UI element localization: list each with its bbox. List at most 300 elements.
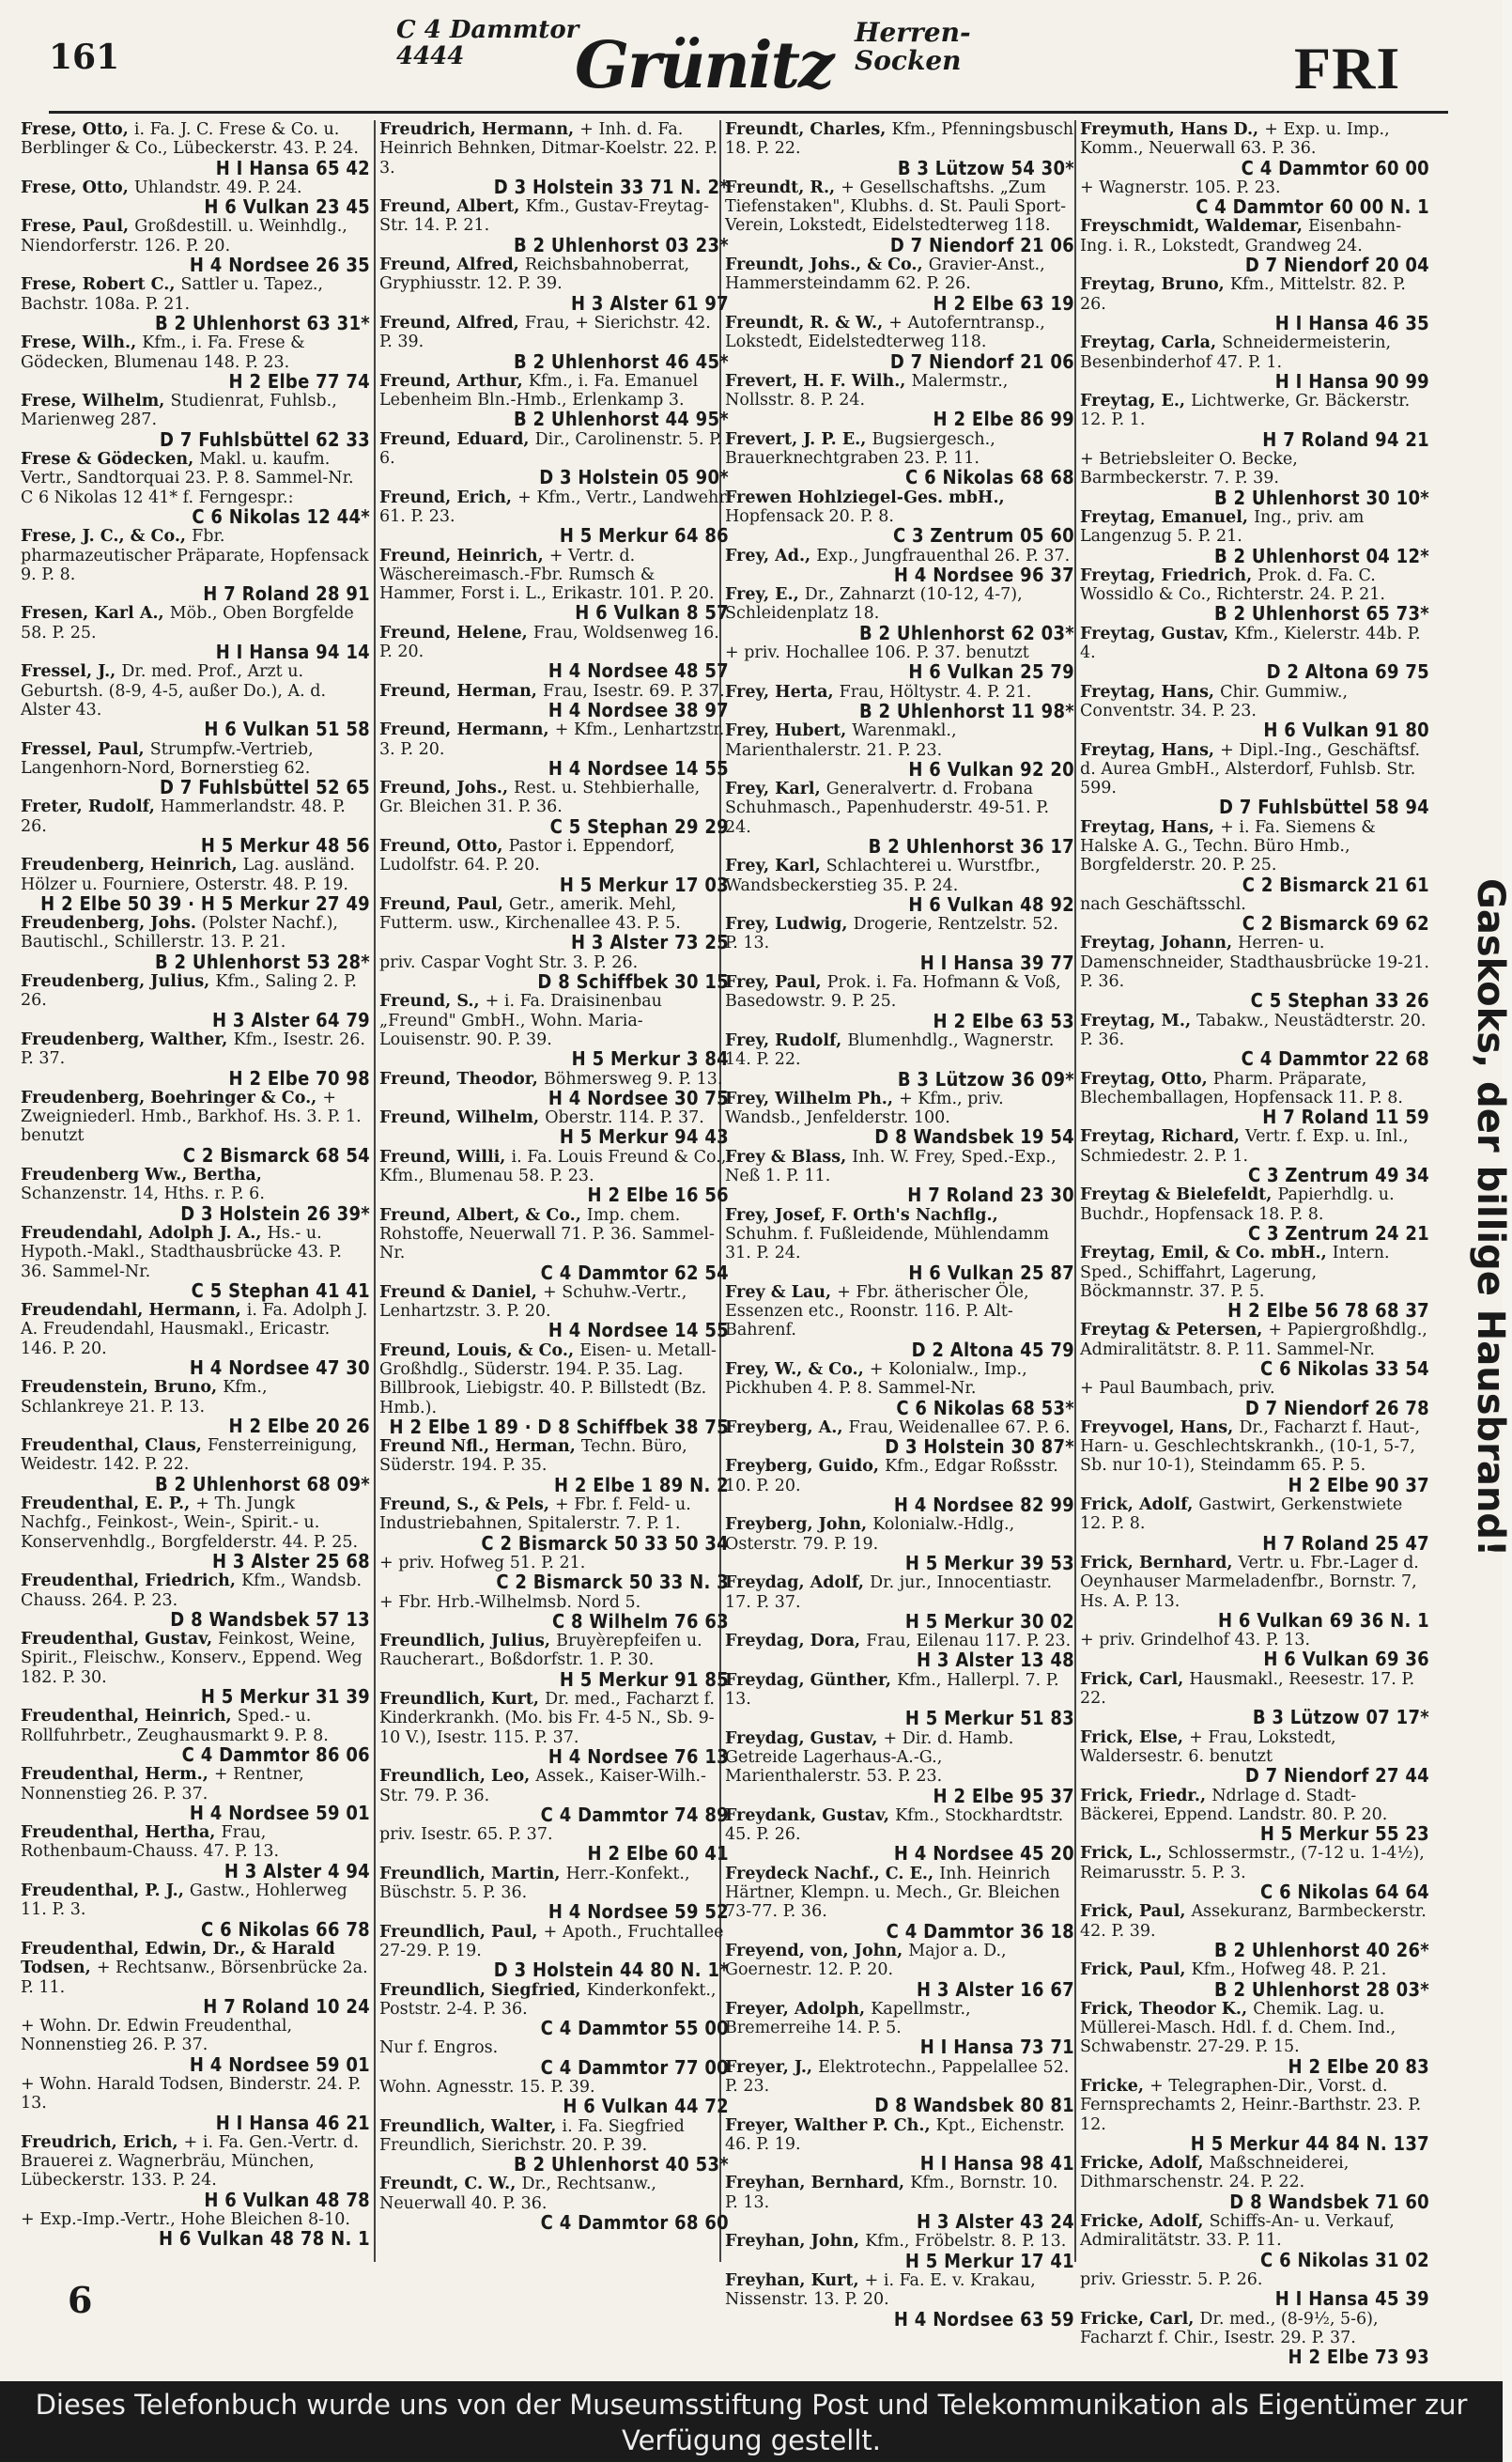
directory-entry xyxy=(21,1707,370,1764)
entry-details: Warenmakl., Marienthalerstr. 21. P. 23. xyxy=(725,721,957,760)
directory-entry xyxy=(21,275,370,333)
entry-phone: C 2 Bismarck 21 61 xyxy=(1242,873,1429,896)
directory-entry xyxy=(379,1341,729,1436)
entry-name: Freundlich, Walter, xyxy=(379,2116,563,2136)
entry-details: + Fbr. f. Feld- u. Industriebahnen, Spitalerstr. 7. P. 1. xyxy=(379,1495,691,1534)
directory-entry xyxy=(21,1881,370,1939)
directory-entry xyxy=(725,1632,1074,1670)
listing-column-1 xyxy=(21,120,370,2262)
entry-name: Freundlich, Siegfried, xyxy=(379,1980,587,2000)
header-ad-socks: Herren- Socken xyxy=(855,17,971,76)
directory-entry xyxy=(725,2000,1074,2057)
entry-phone: H 7 Roland 23 30 xyxy=(907,1184,1074,1207)
directory-entry xyxy=(725,488,1074,546)
entry-name: Frey, Karl, xyxy=(725,780,826,799)
entry-phone: B 2 Uhlenhorst 46 45* xyxy=(513,349,729,373)
entry-phone: D 3 Holstein 05 90* xyxy=(539,466,729,489)
entry-details: + Inh. d. Fa. Heinrich Behnken, Ditmar-Koelstr. 22. P. 3. xyxy=(379,120,718,178)
entry-details: Ing., priv. am Langenzug 5. P. 21. xyxy=(1080,507,1365,547)
entry-phone: H 4 Nordsee 38 97 xyxy=(548,698,729,721)
entry-name: Freytag, Richard, xyxy=(1080,1127,1246,1147)
entry-name: Frese, Paul, xyxy=(21,217,135,237)
entry-phone: H 4 Nordsee 26 35 xyxy=(189,254,370,277)
entry-phone: H 7 Roland 28 91 xyxy=(203,582,370,606)
entry-name: Freytag, Otto, xyxy=(1080,1069,1213,1089)
entry-phone: H 2 Elbe 60 41 xyxy=(587,1842,729,1866)
entry-details: Kfm., Pfenningsbusch 18. P. 22. xyxy=(725,120,1074,159)
directory-entry xyxy=(21,392,370,449)
entry-name: Freytag, Johann, xyxy=(1080,934,1239,953)
entry-name: Freudenthal, E. P., xyxy=(21,1494,196,1514)
directory-entry xyxy=(1080,2270,1429,2309)
listing-column-4 xyxy=(1080,120,1429,2369)
directory-entry xyxy=(1080,2310,1429,2367)
entry-name: Freydag, Dora, xyxy=(725,1632,867,1651)
entry-phone: C 2 Bismarck 50 33 50 34 xyxy=(481,1531,729,1555)
entry-name: Frewen Hohlziegel-Ges. mbH., xyxy=(725,488,1005,507)
entry-phone: H 6 Vulkan 48 78 N. 1 xyxy=(158,2227,370,2251)
entry-name: Freund, Heinrich, xyxy=(379,546,549,565)
entry-phone: H 4 Nordsee 59 01 xyxy=(189,2052,370,2076)
directory-entry xyxy=(379,1206,729,1282)
directory-entry xyxy=(1080,275,1429,333)
entry-details: Herren- u. Damenschneider, Stadthausbrücke 19-21. P. 36. xyxy=(1080,934,1429,992)
directory-entry xyxy=(1080,217,1429,277)
directory-entry xyxy=(379,120,729,196)
directory-entry xyxy=(1080,625,1429,682)
entry-details: Schanzenstr. 14, Hths. r. P. 6. xyxy=(21,1185,265,1204)
entry-name: Freudenthal, Herm., xyxy=(21,1765,214,1785)
entry-phone: H 2 Elbe 56 78 68 37 xyxy=(1227,1299,1429,1323)
entry-details: Papierhdlg. u. Buchdr., Hopfensack 18. P. 8. xyxy=(1080,1185,1395,1224)
directory-entry xyxy=(1080,1185,1429,1243)
entry-details: Schlachterei u. Wurstfbr., Wandsbeckerstieg 35. P. 24. xyxy=(725,857,1041,895)
directory-entry xyxy=(21,1630,370,1709)
entry-phone: D 8 Schiffbek 30 15 xyxy=(537,970,729,994)
directory-entry xyxy=(725,857,1074,914)
entry-details: Hammerlandstr. 48. P. 26. xyxy=(21,797,346,836)
entry-name: Freytag, E., xyxy=(1080,392,1192,411)
entry-name: Freund, S., & Pels, xyxy=(379,1495,556,1515)
entry-name: Freudenthal, P. J., xyxy=(21,1881,190,1901)
entry-phone: C 4 Dammtor 68 60 xyxy=(540,2211,729,2235)
directory-entry xyxy=(1080,1012,1429,1069)
entry-phone: H 6 Vulkan 51 58 xyxy=(204,718,370,741)
entry-details: Drogerie, Rentzelstr. 52. P. 13. xyxy=(725,915,1058,953)
entry-name: Frey, W., & Co., xyxy=(725,1360,870,1379)
entry-name: Frey, Rudolf, xyxy=(725,1030,848,1050)
directory-entry xyxy=(379,1767,729,1824)
entry-details: Techn. Büro, Süderstr. 194. P. 35. xyxy=(379,1437,687,1476)
entry-phone: H 5 Merkur 64 86 xyxy=(559,524,729,548)
entry-details: Schiffs-An- u. Verkauf, Admiralitätstr. 33. P. 11. xyxy=(1080,2212,1395,2251)
entry-name: Freund, Albert, & Co., xyxy=(379,1205,587,1225)
entry-details: + priv. Hofweg 51. P. 21. xyxy=(379,1553,586,1572)
entry-name: Freundlich, Martin, xyxy=(379,1864,566,1883)
entry-details: Frau, Höltystr. 4. P. 21. xyxy=(839,682,1032,702)
entry-details: Dir., Carolinenstr. 5. P. 6. xyxy=(379,429,722,469)
entry-details: Inh. W. Frey, Sped.-Exp., Neß 1. P. 11. xyxy=(725,1147,1057,1186)
directory-entry xyxy=(21,1765,370,1822)
entry-name: Freudenthal, Friedrich, xyxy=(21,1572,242,1591)
directory-entry xyxy=(379,1593,729,1632)
entry-phone: D 7 Niendorf 21 06 xyxy=(889,349,1074,373)
directory-entry xyxy=(725,915,1074,972)
entry-details: Kfm., Saling 2. P. 26. xyxy=(21,972,357,1011)
entry-phone: H 2 Elbe 20 26 xyxy=(228,1414,370,1437)
entry-name: Freydank, Gustav, xyxy=(725,1805,896,1825)
directory-entry xyxy=(21,604,370,664)
entry-phone: H I Hansa 65 42 xyxy=(215,156,370,179)
entry-details: Böhmersweg 9. P. 13. xyxy=(543,1069,723,1089)
entry-name: Freudrich, Hermann, xyxy=(379,120,580,139)
entry-name: Freundlich, Paul, xyxy=(379,1922,544,1942)
entry-name: Freundlich, Kurt, xyxy=(379,1690,546,1710)
entry-details: Gravier-Anst., Hammersteindamm 62. P. 26. xyxy=(725,255,1045,294)
entry-phone: C 4 Dammtor 22 68 xyxy=(1241,1047,1429,1071)
entry-details: Assekuranz, Barmbeckerstr. 42. P. 39. xyxy=(1080,1902,1427,1941)
entry-phone: H 4 Nordsee 82 99 xyxy=(893,1494,1074,1517)
directory-entry xyxy=(725,2174,1074,2234)
directory-entry xyxy=(379,624,729,681)
entry-details: Dr. med., (8-9½, 5-6), Facharzt f. Chir., Isestr. 29. P. 37. xyxy=(1080,2309,1379,2347)
entry-details: Kfm., Schlankreye 21. P. 13. xyxy=(21,1378,268,1417)
directory-entry xyxy=(725,372,1074,429)
entry-phone: B 2 Uhlenhorst 53 28* xyxy=(154,950,370,973)
directory-entry xyxy=(379,1690,729,1766)
entry-details: i. Fa. Siegfried Freundlich, Sierichstr. 20. P. 39. xyxy=(379,2116,685,2155)
directory-entry xyxy=(379,1148,729,1205)
directory-entry xyxy=(725,1457,1074,1517)
entry-name: Freund, Erich, xyxy=(379,488,518,507)
entry-name: Freudrich, Erich, xyxy=(21,2132,184,2152)
entry-phone: H I Hansa 98 41 xyxy=(919,2152,1074,2176)
directory-entry xyxy=(725,120,1074,178)
directory-entry xyxy=(725,1573,1074,1631)
entry-phone: C 4 Dammtor 60 00 N. 1 xyxy=(1196,195,1429,219)
entry-name: Freyhan, Kurt, xyxy=(725,2270,865,2290)
entry-name: Freyberg, Guido, xyxy=(725,1457,886,1477)
entry-details: + Vertr. d. Wäschereimasch.-Fbr. Rumsch & Hammer, Forst i. L., Erikastr. 101. P. 20. xyxy=(379,546,715,604)
directory-entry xyxy=(379,2117,729,2175)
directory-entry xyxy=(725,1148,1074,1205)
entry-name: Frey, Ad., xyxy=(725,546,817,565)
directory-entry xyxy=(21,333,370,391)
directory-entry xyxy=(21,2017,370,2074)
entry-phone: C 4 Dammtor 74 89 xyxy=(540,1803,729,1826)
entry-details: + Paul Baumbach, priv. xyxy=(1080,1379,1275,1399)
directory-entry xyxy=(725,1418,1074,1457)
entry-name: Freter, Rudolf, xyxy=(21,797,161,817)
directory-entry xyxy=(1080,566,1429,624)
entry-name: Frey, Herta, xyxy=(725,682,840,702)
entry-details: Sped.- u. Rollfuhrbetr., Zeughausmarkt 9. P. 8. xyxy=(21,1707,329,1745)
entry-name: Freudenthal, Heinrich, xyxy=(21,1707,238,1726)
entry-name: Freudenberg, Walther, xyxy=(21,1030,234,1049)
entry-phone: H 4 Nordsee 59 52 xyxy=(548,1900,729,1924)
entry-details: Gastw., Hohlerweg 11. P. 3. xyxy=(21,1881,347,1920)
entry-phone: C 4 Dammtor 62 54 xyxy=(540,1261,729,1284)
entry-phone: H 7 Roland 94 21 xyxy=(1262,427,1429,451)
entry-phone: C 3 Zentrum 05 60 xyxy=(892,524,1074,548)
entry-phone: C 3 Zentrum 24 21 xyxy=(1247,1221,1429,1245)
directory-entry xyxy=(379,2038,729,2077)
entry-details: Schneidermeisterin, Besenbinderhof 47. P. 1. xyxy=(1080,333,1392,372)
entry-name: Freund, Albert, xyxy=(379,197,526,217)
directory-entry xyxy=(1080,392,1429,449)
directory-entry xyxy=(379,547,729,623)
entry-details: Pharm. Präparate, Blechemballagen, Hopfensack 11. P. 8. xyxy=(1080,1069,1403,1107)
directory-entry xyxy=(725,1283,1074,1359)
entry-name: Fressel, Paul, xyxy=(21,739,150,759)
entry-name: Freytag, Carla, xyxy=(1080,333,1223,353)
entry-name: Freytag, Gustav, xyxy=(1080,624,1235,643)
directory-entry xyxy=(1080,2154,1429,2211)
entry-details: Lag. ausländ. Hölzer u. Fourniere, Osterstr. 48. P. 19. xyxy=(21,856,355,894)
entry-details: priv. Isestr. 65. P. 37. xyxy=(379,1825,553,1845)
entry-phone: H 2 Elbe 63 19 xyxy=(933,291,1074,315)
entry-name: Freudendahl, Hermann, xyxy=(21,1301,247,1321)
directory-entry xyxy=(379,1923,729,1980)
entry-phone: C 6 Nikolas 33 54 xyxy=(1260,1357,1429,1380)
entry-name: Freund, Wilhelm, xyxy=(379,1108,546,1128)
directory-entry xyxy=(725,2116,1074,2174)
entry-name: Freundt, R., xyxy=(725,178,841,197)
entry-details: Strumpfw.-Vertrieb, Langenhorn-Nord, Bornerstieg 62. xyxy=(21,739,314,778)
directory-entry xyxy=(379,1865,729,1922)
entry-details: Hopfensack 20. P. 8. xyxy=(725,506,894,526)
entry-name: Frey, Karl, xyxy=(725,857,826,876)
column-divider xyxy=(374,120,376,2262)
entry-name: Freudenthal, Gustav, xyxy=(21,1630,219,1649)
entry-details: + Schuhw.-Vertr., Lenhartzstr. 3. P. 20. xyxy=(379,1282,687,1322)
entry-name: Freundt, Charles, xyxy=(725,120,892,139)
entry-phone: D 7 Niendorf 20 04 xyxy=(1244,254,1429,277)
directory-entry xyxy=(1080,2000,1429,2076)
entry-details: + i. Fa. Gen.-Vertr. d. Brauerei z. Wagnerbräu, München, Lübeckerstr. 133. P. 24. xyxy=(21,2132,360,2191)
entry-name: Frick, Theodor K., xyxy=(1080,1999,1254,2019)
entry-name: Frick, Bernhard, xyxy=(1080,1553,1239,1572)
entry-phone: D 8 Wandsbek 19 54 xyxy=(874,1125,1074,1149)
directory-entry xyxy=(1080,450,1429,507)
directory-entry xyxy=(1080,1070,1429,1127)
entry-name: Freund, Herman, xyxy=(379,681,543,701)
directory-entry xyxy=(725,1865,1074,1941)
entry-details: Fbr. pharmazeutischer Präparate, Hopfensack 9. P. 8. xyxy=(21,527,369,584)
entry-details: Imp. chem. Rohstoffe, Neuerwall 71. P. 36. Sammel-Nr. xyxy=(379,1205,715,1263)
entry-phone: H 6 Vulkan 92 20 xyxy=(908,757,1074,781)
directory-entry xyxy=(1080,1379,1429,1417)
entry-details: Kfm., Wandsb. Chauss. 264. P. 23. xyxy=(21,1572,363,1610)
directory-entry xyxy=(725,2058,1074,2115)
entry-name: Frick, Carl, xyxy=(1080,1669,1190,1689)
directory-entry xyxy=(21,120,370,178)
entry-phone: H I Hansa 46 35 xyxy=(1274,311,1429,334)
entry-details: + i. Fa. E. v. Krakau, Nissenstr. 13. P. 20. xyxy=(725,2270,1036,2310)
entry-details: + Exp.-Imp.-Vertr., Hohe Bleichen 8-10. xyxy=(21,2210,350,2230)
entry-phone: D 7 Niendorf 27 44 xyxy=(1244,1764,1429,1788)
directory-entry xyxy=(379,1108,729,1147)
entry-details: Kinderkonfekt., Poststr. 2-4. P. 36. xyxy=(379,1980,717,2019)
entry-phone: B 2 Uhlenhorst 44 95* xyxy=(513,408,729,431)
entry-details: + Kolonialw., Imp., Pickhuben 4. P. 8. Sammel-Nr. xyxy=(725,1360,1027,1399)
directory-entry xyxy=(379,430,729,488)
entry-name: Freund, Paul, xyxy=(379,894,509,914)
entry-name: Freytag & Bielefeldt, xyxy=(1080,1185,1278,1205)
listing-column-2 xyxy=(379,120,729,2262)
entry-details: + Exp. u. Imp., Komm., Neuerwall 63. P. 36. xyxy=(1080,120,1390,159)
directory-entry xyxy=(379,2175,729,2235)
directory-entry xyxy=(379,488,729,546)
entry-details: Prok. i. Fa. Hofmann & Voß, Basedowstr. 9. P. 25. xyxy=(725,973,1061,1012)
entry-name: Freydag, Günther, xyxy=(725,1670,898,1690)
entry-phone: D 7 Fuhlsbüttel 58 94 xyxy=(1219,796,1429,819)
directory-entry xyxy=(379,992,729,1071)
entry-phone: H 4 Nordsee 47 30 xyxy=(189,1356,370,1379)
entry-details: + Rentner, Nonnenstieg 26. P. 37. xyxy=(21,1765,304,1804)
entry-details: Schuhm. f. Fußleidende, Mühlendamm 31. P. 24. xyxy=(725,1224,1049,1263)
entry-name: Freydag, Gustav, xyxy=(725,1728,884,1748)
directory-entry xyxy=(1080,1960,1429,1999)
entry-details: Elektrotechn., Pappelallee 52. P. 23. xyxy=(725,2057,1070,2096)
entry-details: + Telegraphen-Dir., Vorst. d. Fernsprechamts 2, Heinr.-Barthstr. 23. P. 12. xyxy=(1080,2076,1422,2134)
entry-details: Möb., Oben Borgfelde 58. P. 25. xyxy=(21,604,354,643)
entry-details: Exp., Jungfrauenthal 26. P. 37. xyxy=(816,546,1071,565)
entry-name: Freundt, Johs., & Co., xyxy=(725,255,929,275)
entry-details: + Rechtsanw., Börsenbrücke 2a. P. 11. xyxy=(21,1959,368,1997)
entry-phone: H 3 Alster 16 67 xyxy=(917,1977,1074,2001)
entry-details: + Kfm., Lenhartzstr. 3. P. 20. xyxy=(379,720,725,759)
entry-phone: H 4 Nordsee 14 55 xyxy=(548,1319,729,1342)
entry-details: priv. Caspar Voght Str. 3. P. 26. xyxy=(379,952,639,972)
entry-name: Freyend, von, John, xyxy=(725,1941,909,1960)
directory-entry xyxy=(21,1378,370,1435)
entry-phone: C 6 Nikolas 68 53* xyxy=(896,1396,1074,1419)
entry-name: Freund, S., xyxy=(379,992,486,1012)
directory-entry xyxy=(379,1825,729,1864)
entry-phone: H 5 Merkur 91 85 xyxy=(559,1667,729,1691)
entry-details: Kpt., Eichenstr. 46. P. 19. xyxy=(725,2115,1065,2154)
entry-details: Feinkost, Weine, Spirit., Fleischw., Konserv., Eppend. Weg 182. P. 30. xyxy=(21,1630,363,1687)
entry-name: Freytag, Hans, xyxy=(1080,682,1221,702)
entry-details: i. Fa. J. C. Frese & Co. u. Berblinger & Co., Lübeckerstr. 43. P. 24. xyxy=(21,120,359,159)
directory-entry xyxy=(379,2078,729,2116)
directory-entry xyxy=(21,740,370,797)
entry-details: Uhlandstr. 49. P. 24. xyxy=(133,178,302,197)
entry-details: Vertr. f. Exp. u. Inl., Schmiedestr. 2. P. 1. xyxy=(1080,1127,1409,1166)
directory-entry xyxy=(21,2133,370,2209)
entry-phone: C 2 Bismarck 50 33 N. 3 xyxy=(496,1571,729,1594)
entry-details: Kolonialw.-Hdlg., Osterstr. 79. P. 19. xyxy=(725,1515,1015,1554)
entry-details: + priv. Grindelhof 43. P. 13. xyxy=(1080,1631,1311,1650)
entry-phone: H 6 Vulkan 48 92 xyxy=(908,892,1074,916)
directory-entry xyxy=(21,1089,370,1165)
directory-entry xyxy=(725,1806,1074,1864)
entry-details: Eisen- u. Metall-Großhdlg., Süderstr. 194. P. 35. Lag. Billbrook, Liebigstr. 40. P. Billstedt (Bz. Hmb.). xyxy=(379,1340,717,1417)
directory-entry xyxy=(725,430,1074,488)
directory-entry xyxy=(379,314,729,371)
entry-details: Hausmakl., Reesestr. 17. P. 22. xyxy=(1080,1669,1415,1709)
entry-details: + Th. Jungk Nachfg., Feinkost-, Wein-, Spirit.- u. Konservenhdlg., Borgfelderstr. 44. P. 25. xyxy=(21,1494,359,1552)
entry-phone: B 3 Lützow 36 09* xyxy=(897,1067,1074,1091)
entry-phone: H 2 Elbe 1 89 · D 8 Schiffbek 38 75 xyxy=(389,1415,729,1438)
directory-entry xyxy=(1080,1844,1429,1904)
entry-name: Fricke, Carl, xyxy=(1080,2309,1200,2329)
side-ad-text: Gaskoks, der billige Hausbrand! xyxy=(1469,878,1512,1557)
entry-name: Frey, Hubert, xyxy=(725,721,853,741)
entry-phone: C 2 Bismarck 68 54 xyxy=(182,1143,370,1167)
entry-phone: H 6 Vulkan 44 72 xyxy=(563,2095,729,2118)
entry-name: Frey, Paul, xyxy=(725,973,827,993)
entry-details: Pastor i. Eppendorf, Ludolfstr. 64. P. 20. xyxy=(379,836,675,875)
entry-details: Kfm., Kielerstr. 44b. P. 4. xyxy=(1080,624,1421,663)
entry-name: Frese, J. C., & Co., xyxy=(21,527,193,547)
entry-details: Ndrlage d. Stadt-Bäckerei, Eppend. Landstr. 80. P. 20. xyxy=(1080,1786,1388,1824)
entry-name: Freyberg, John, xyxy=(725,1515,873,1535)
entry-phone: H 3 Alster 64 79 xyxy=(212,1008,370,1031)
entry-details: Major a. D., Goernestr. 12. P. 20. xyxy=(725,1941,1007,1980)
entry-phone: H 3 Alster 61 97 xyxy=(571,291,729,315)
directory-entry xyxy=(379,255,729,313)
entry-phone: C 6 Nikolas 31 02 xyxy=(1260,2248,1429,2271)
entry-details: Prok. d. Fa. C. Wossidlo & Co., Richterstr. 24. P. 21. xyxy=(1080,565,1385,605)
entry-phone: D 8 Wandsbek 71 60 xyxy=(1229,2190,1429,2213)
entry-details: + Betriebsleiter O. Becke, Barmbeckerstr. 7. P. 39. xyxy=(1080,450,1298,488)
entry-name: Freyhan, John, xyxy=(725,2232,866,2252)
entry-name: Frevert, H. F. Wilh., xyxy=(725,371,912,391)
entry-phone: B 2 Uhlenhorst 04 12* xyxy=(1213,544,1429,567)
directory-entry xyxy=(21,1166,370,1223)
entry-name: Freymuth, Hans D., xyxy=(1080,120,1265,139)
entry-phone: H 4 Nordsee 59 01 xyxy=(189,1801,370,1824)
directory-entry xyxy=(1080,1127,1429,1185)
entry-phone: H 3 Alster 4 94 xyxy=(224,1859,370,1882)
entry-phone: H I Hansa 46 21 xyxy=(215,2111,370,2134)
directory-entry xyxy=(1080,1244,1429,1323)
entry-phone: C 4 Dammtor 77 00 xyxy=(540,2055,729,2079)
entry-phone: H I Hansa 90 99 xyxy=(1274,369,1429,393)
entry-name: Freyvogel, Hans, xyxy=(1080,1417,1240,1437)
entry-name: Freudenberg, Heinrich, xyxy=(21,856,243,875)
entry-name: Freytag, M., xyxy=(1080,1011,1197,1030)
entry-details: Herr.-Konfekt., Büschstr. 5. P. 36. xyxy=(379,1864,690,1903)
entry-name: Freundt, R. & W., xyxy=(725,313,889,333)
entry-details: Kfm., Edgar Roßsstr. 10. P. 20. xyxy=(725,1457,1058,1495)
entry-name: Freytag, Hans, xyxy=(1080,817,1221,837)
entry-name: Freyschmidt, Waldemar, xyxy=(1080,217,1309,237)
directory-entry xyxy=(21,914,370,971)
entry-details: Schlossermstr., (7-12 u. 1-4½), Reimarusstr. 5. P. 3. xyxy=(1080,1844,1425,1882)
directory-entry xyxy=(21,972,370,1030)
directory-entry xyxy=(725,683,1074,721)
entry-details: Intern. Sped., Schiffahrt, Lagerung, Böckmannstr. 37. P. 5. xyxy=(1080,1244,1390,1301)
entry-details: Kfm., Fröbelstr. 8. P. 13. xyxy=(865,2232,1067,2252)
entry-name: Frick, Else, xyxy=(1080,1727,1190,1747)
entry-phone: H 4 Nordsee 14 55 xyxy=(548,756,729,780)
entry-phone: H 6 Vulkan 25 79 xyxy=(908,660,1074,684)
directory-entry xyxy=(725,314,1074,371)
directory-entry xyxy=(21,1940,370,2016)
entry-phone: B 2 Uhlenhorst 11 98* xyxy=(858,699,1074,722)
entry-name: Freudenstein, Bruno, xyxy=(21,1378,224,1398)
entry-phone: H 3 Alster 13 48 xyxy=(917,1649,1074,1672)
entry-name: Frey, Ludwig, xyxy=(725,915,854,935)
entry-phone: B 2 Uhlenhorst 63 31* xyxy=(154,311,370,334)
entry-phone: D 3 Holstein 44 80 N. 1* xyxy=(493,1959,729,1982)
entry-phone: H 5 Merkur 39 53 xyxy=(904,1551,1074,1574)
entry-details: Generalvertr. d. Frobana Schuhmasch., Papenhuderstr. 49-51. P. 24. xyxy=(725,780,1050,837)
entry-phone: D 2 Altona 45 79 xyxy=(911,1338,1074,1361)
